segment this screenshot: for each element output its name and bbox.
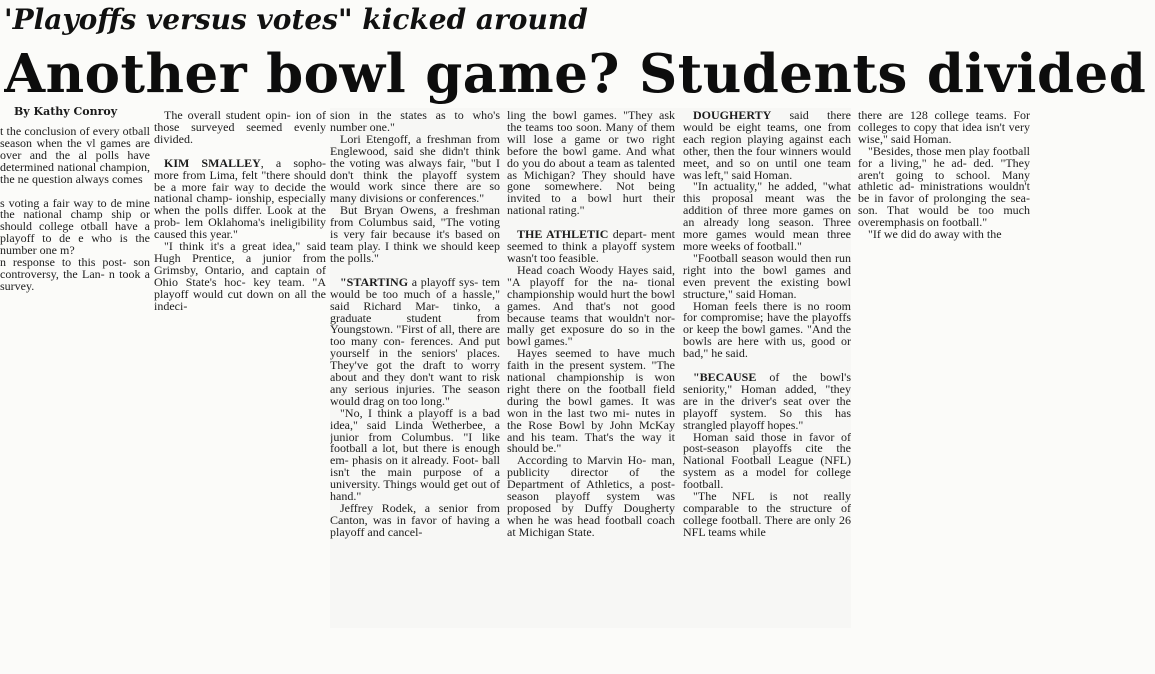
paragraph-text: a playoff sys- tem would be too much of a hassle," said Richard Mar- tinko, a graduate student from Youngstown. "First of all, there are too many con- ferences. And put yourself in the seniors' places. They've got the draft to worry about and they don't want to risk any serious injuries. The season would drag on too long." [330,274,500,408]
kicker-headline: 'Playoffs versus votes" kicked around [4,3,588,36]
paragraph: "No, I think a playoff is a bad idea," said Linda Wetherbee, a junior from Columbus. "I like football a lot, but there is enough em- phasis on it already. Foot- ball isn't the main purpose of a university. Things would get out of hand." [330,405,500,504]
paragraph: s voting a fair way to de mine the national champ ship or should college otball have a playoff to de e who is the number one m? [0,195,150,258]
paragraph-text: said there would be eight teams, one from each region playing against each other, then the four winners would meet, and so on until one team was left," said Homan. [683,110,851,182]
paragraph [507,229,675,265]
subhead-lead: KIM SMALLEY [164,155,261,170]
paragraph: Jeffrey Rodek, a senior from Canton, was in favor of having a playoff and cancel- [330,501,500,539]
paragraph [683,110,851,181]
article-column-6 [858,110,1030,658]
paragraph: Homan feels there is no room for compromise; have the playoffs or keep the bowl games. "And the bowls are here with us, good or bad," he said. [683,298,851,361]
article-column-2 [154,110,326,658]
paragraph: ling the bowl games. "They ask the teams too soon. Many of them will lose a game or two right before the bowl game. And what do you do about a team as talented as Michigan? They should have gone somewhere. Not being invited to a bowl hurt their national rating." [507,110,675,218]
subhead-lead: DOUGHERTY [693,110,772,122]
paragraph: sion in the states as to who's number one." [330,110,500,134]
paragraph: "Football season would then run right into the bowl games and even prevent the existing bowl structure," said Homan. [683,250,851,301]
paragraph: t the conclusion of every otball season when the vl games are over and the al polls have determined national champion, the ne question always comes [0,126,150,186]
subhead-lead: "STARTING [340,274,409,289]
paragraph-text: depart- ment seemed to think a playoff system wasn't too feasible. [507,227,675,265]
paragraph-text: of the bowl's seniority," Homan added, "they are in the driver's seat over the playoff system. So this has strangled playoff hopes." [683,370,851,432]
main-headline: Another bowl game? Students divided [4,43,1147,105]
article-column-4 [507,110,675,658]
paragraph: Hayes seemed to have much faith in the present system. "The national championship is won right there on the football field during the bowl games. It was won in the last two mi- nutes in the Rose Bowl by John McKay and his team. That's the way it should be." [507,346,675,456]
paragraph-text: , a sopho- more from Lima, felt "there should be a more fair way to decide the national champ- ionship, especially when the polls differ. Look at the prob- lem Oklahoma's ineligibility caused this year." [154,155,326,242]
paragraph: "Besides, those men play football for a living," he ad- ded. "They aren't going to school. Many athletic ad- ministrations wouldn't be in favor of prolonging the sea- son. That would be too much overemphasis on football." [858,143,1030,230]
paragraph: n response to this post- son controversy, the Lan- n took a survey. [0,255,150,293]
article-column-1 [0,126,150,674]
paragraph: there are 128 college teams. For colleges to copy that idea isn't very wise," said Homan. [858,110,1030,146]
paragraph: The overall student opin- ion of those surveyed seemed evenly divided. [154,110,326,146]
paragraph: "I think it's a great idea," said Hugh Prentice, a junior from Grimsby, Ontario, and captain of Ohio State's hoc- key team. "A playoff would cut down on all the indeci- [154,239,326,313]
paragraph: But Bryan Owens, a freshman from Columbus said, "The voting is very fair because it's based on team play. I think we should keep the polls." [330,203,500,265]
article-column-5 [683,110,851,658]
paragraph: Lori Etengoff, a freshman from Englewood, said she didn't think the voting was always fair, "but I don't think the playoff system would work since there are so many divisions or conferences." [330,131,500,206]
paragraph: "If we did do away with the [868,227,1002,242]
subhead-lead: THE ATHLETIC [517,227,609,242]
paragraph [330,274,500,408]
paragraph: Head coach Woody Hayes said, "A playoff for the na- tional championship would hurt the bowl games. And that's not good because teams that wouldn't nor- mally get exposure do so in the bowl games." [507,262,675,349]
paragraph: "The NFL is not really comparable to the structure of college football. There are only 26 NFL teams while [683,489,851,539]
article-column-3 [330,110,500,658]
paragraph: "In actuality," he added, "what this proposal meant was the addition of three more games on an already long season. Three more games would mean three more weeks of football." [683,179,851,253]
paragraph [683,372,851,432]
subhead-lead: "BECAUSE [693,370,757,385]
byline: By Kathy Conroy [14,105,118,118]
paragraph: Homan said those in favor of post-season playoffs cite the National Football League (NFL) system as a model for college football. [683,429,851,492]
paragraph [154,155,326,242]
paragraph: According to Marvin Ho- man, publicity director of the Department of Athletics, a post-season playoff system was proposed by Duffy Dougherty when he was head football coach at Michigan State. [507,453,675,539]
